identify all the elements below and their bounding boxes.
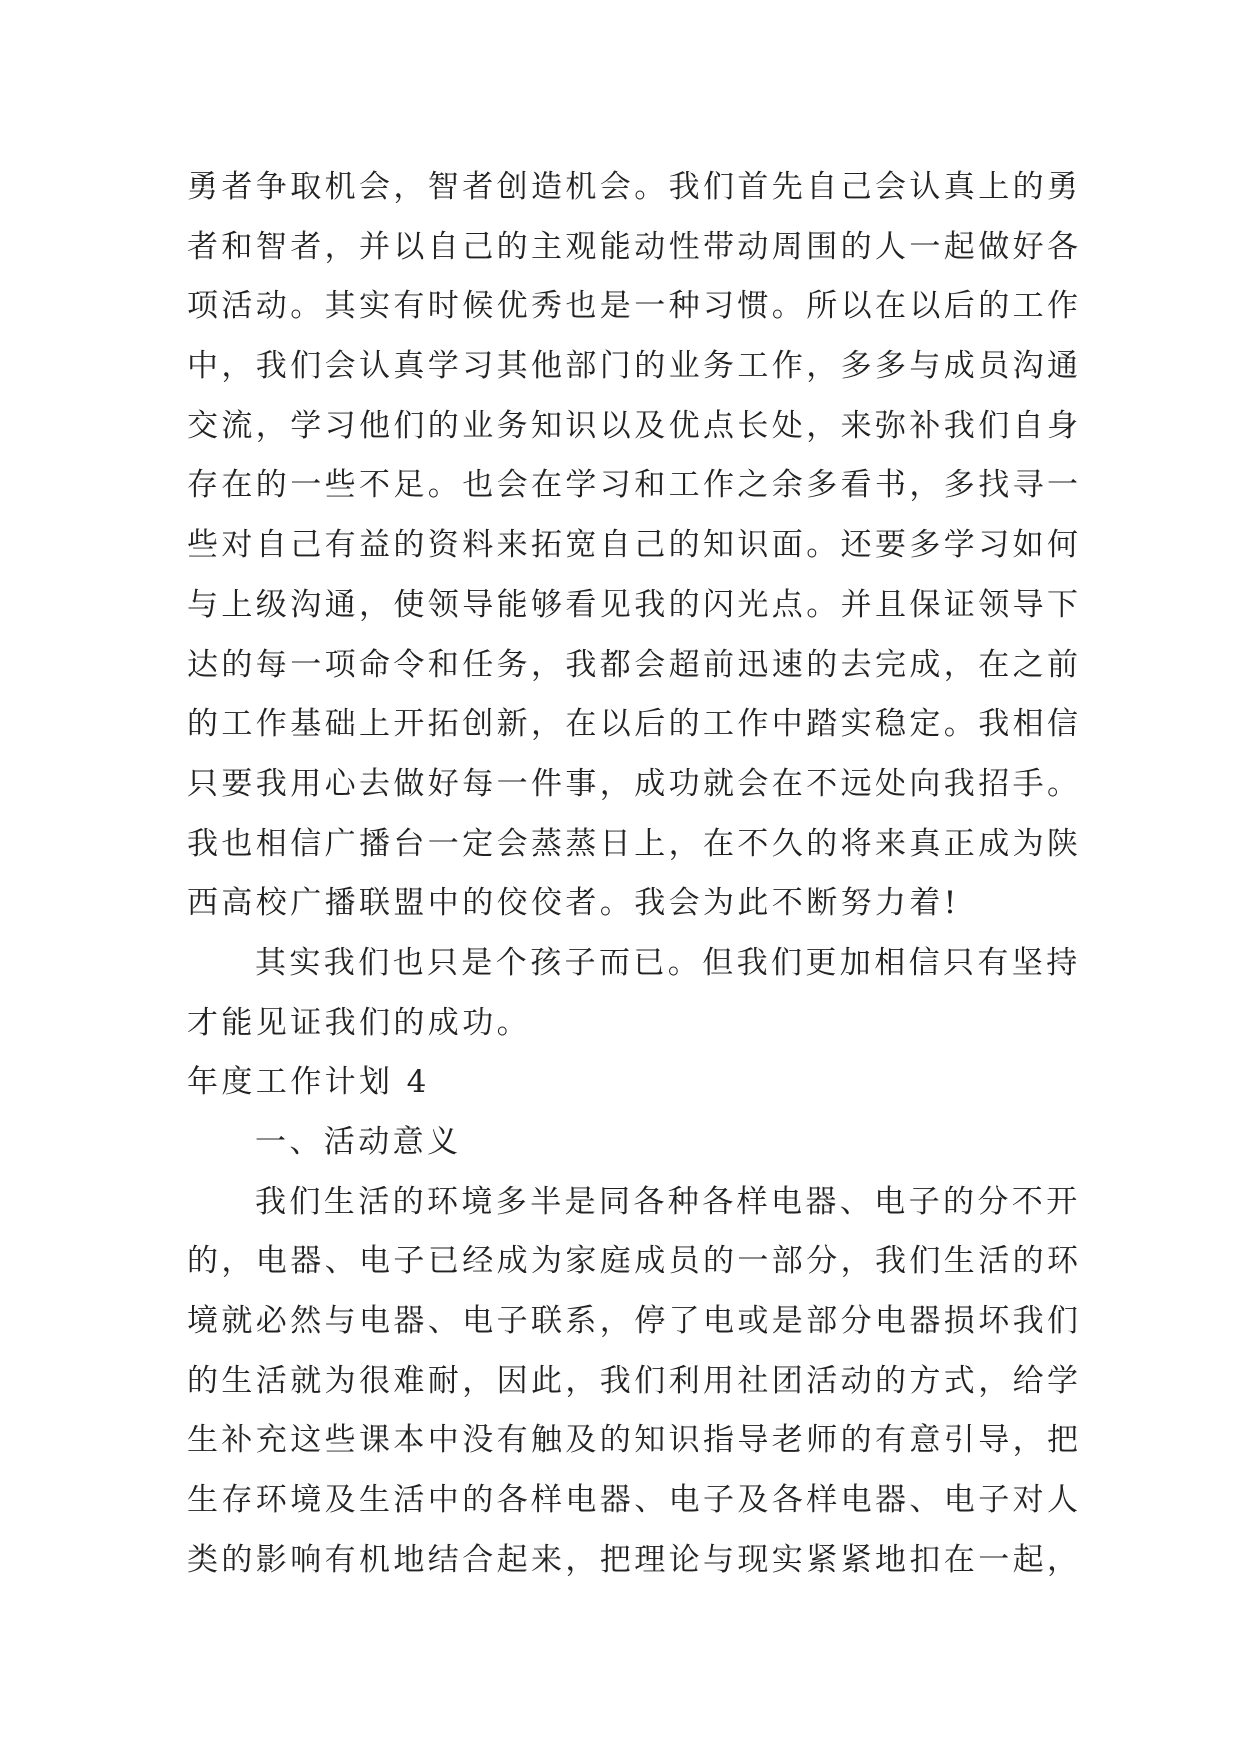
text-line: 一、活动意义 (255, 1124, 462, 1160)
text-line: 生存环境及生活中的各样电器、电子及各样电器、电子对人 (187, 1482, 1082, 1519)
text-line: 的工作基础上开拓创新，在以后的工作中踏实稳定。我相信 (187, 706, 1082, 743)
text-line: 勇者争取机会，智者创造机会。我们首先自己会认真上的勇 (187, 169, 1082, 205)
text-line: 些对自己有益的资料来拓宽自己的知识面。还要多学习如何 (187, 527, 1082, 564)
text-line: 与上级沟通，使领导能够看见我的闪光点。并且保证领导下 (187, 586, 1082, 623)
text-line: 的，电器、电子已经成为家庭成员的一部分，我们生活的环 (187, 1243, 1082, 1280)
text-line: 西高校广播联盟中的佼佼者。我会为此不断努力着! (187, 885, 960, 922)
text-line: 其实我们也只是个孩子而已。但我们更加相信只有坚持 (255, 944, 1081, 981)
body-text (187, 158, 1082, 1591)
text-line: 才能见证我们的成功。 (187, 1004, 531, 1041)
text-line: 年度工作计划 4 (187, 1064, 430, 1101)
text-line: 生补充这些课本中没有触及的知识指导老师的有意引导，把 (187, 1422, 1082, 1459)
text-line: 交流，学习他们的业务知识以及优点长处，来弥补我们自身 (187, 407, 1082, 444)
text-line: 只要我用心去做好每一件事，成功就会在不远处向我招手。 (187, 765, 1082, 802)
text-line: 者和智者，并以自己的主观能动性带动周围的人一起做好各 (187, 228, 1082, 265)
text-line: 达的每一项命令和任务，我都会超前迅速的去完成，在之前 (187, 646, 1082, 683)
text-line: 的生活就为很难耐，因此，我们利用社团活动的方式，给学 (187, 1362, 1082, 1399)
text-line: 类的影响有机地结合起来，把理论与现实紧紧地扣在一起， (187, 1541, 1082, 1578)
text-line: 我们生活的环境多半是同各种各样电器、电子的分不开 (255, 1183, 1081, 1220)
text-line: 境就必然与电器、电子联系，停了电或是部分电器损坏我们 (187, 1303, 1082, 1340)
text-line: 中，我们会认真学习其他部门的业务工作，多多与成员沟通 (187, 348, 1082, 385)
text-line: 存在的一些不足。也会在学习和工作之余多看书，多找寻一 (187, 467, 1082, 504)
text-line: 我也相信广播台一定会蒸蒸日上，在不久的将来真正成为陕 (187, 825, 1082, 862)
text-line: 项活动。其实有时候优秀也是一种习惯。所以在以后的工作 (187, 288, 1082, 325)
